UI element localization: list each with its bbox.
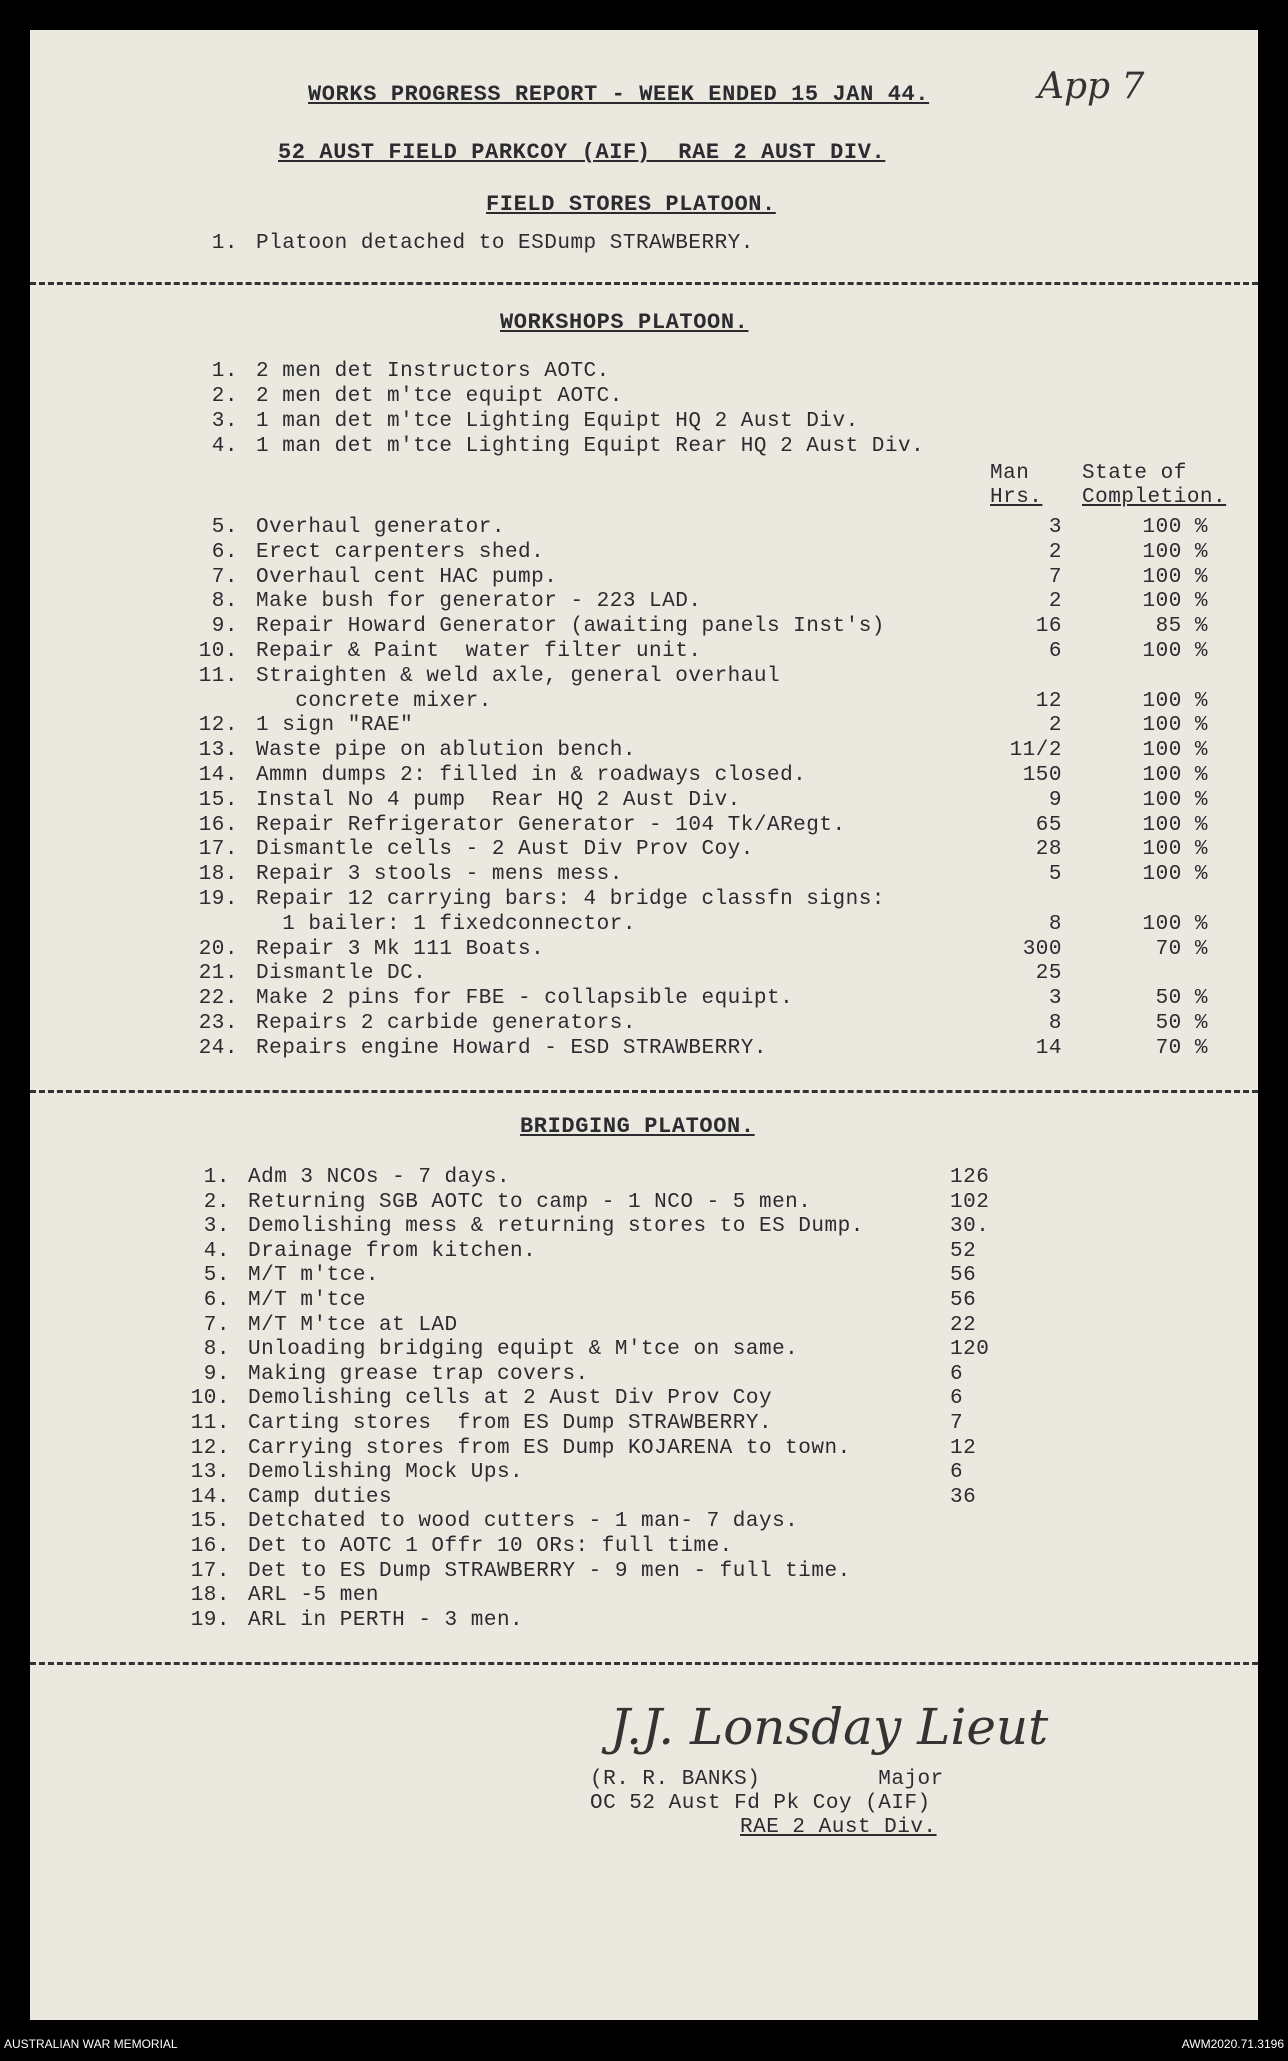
item-number: 6.	[203, 1289, 230, 1312]
item-number: 12.	[198, 714, 238, 738]
item-text: Demolishing cells at 2 Aust Div Prov Coy	[248, 1387, 773, 1411]
item-text: Overhaul generator.	[256, 516, 505, 539]
man-hours: 300	[1022, 937, 1062, 961]
item-number: 5.	[203, 1264, 230, 1288]
item-text: Dismantle cells - 2 Aust Div Prov Coy.	[256, 838, 754, 862]
annotation-app7: App 7	[1038, 66, 1145, 107]
handwritten-signature: J.J. Lonsday Lieut	[610, 1698, 1049, 1756]
completion: 70 %	[1155, 1036, 1208, 1060]
item-text: 2 men det m'tce equipt AOTC.	[256, 385, 623, 408]
man-hours: 126	[950, 1166, 990, 1189]
item-number: 12.	[190, 1436, 230, 1460]
section-divider	[30, 282, 1258, 285]
completion: 100 %	[1142, 912, 1208, 936]
col-man-hrs: Man	[990, 462, 1030, 485]
man-hours: 120	[950, 1338, 990, 1362]
completion: 100 %	[1142, 739, 1208, 763]
item-number: 5.	[211, 516, 238, 539]
item-text: Adm 3 NCOs - 7 days.	[248, 1166, 511, 1189]
report-title: WORKS PROGRESS REPORT - WEEK ENDED 15 JAN 44.	[308, 82, 930, 107]
item-number: 13.	[190, 1461, 230, 1485]
item-text: Make bush for generator - 223 LAD.	[256, 590, 702, 614]
item-number: 15.	[198, 788, 238, 812]
item-text: Overhaul cent HAC pump.	[256, 565, 558, 589]
man-hours: 3	[1048, 516, 1062, 539]
item-text: Repairs 2 carbide generators.	[256, 1012, 636, 1035]
item-text: Repair 12 carrying bars: 4 bridge classfn signs:	[256, 888, 885, 911]
item-text: Repair Refrigerator Generator - 104 Tk/ARegt.	[256, 813, 846, 837]
item-text: ARL -5 men	[248, 1584, 380, 1608]
item-text: M/T M'tce at LAD	[248, 1313, 458, 1337]
item-number: 1.	[203, 1166, 230, 1189]
item-text: Repairs engine Howard - ESD STRAWBERRY.	[256, 1036, 767, 1060]
item-text: Ammn dumps 2: filled in & roadways closed.	[256, 764, 807, 787]
man-hours: 6	[950, 1387, 964, 1411]
item-number: 2.	[203, 1190, 230, 1214]
item-text: Make 2 pins for FBE - collapsible equipt.	[256, 987, 794, 1011]
man-hours: 7	[950, 1412, 964, 1435]
man-hours: 2	[1048, 540, 1062, 564]
item-text: Dismantle DC.	[256, 962, 427, 986]
completion: 70 %	[1155, 937, 1208, 961]
item-text: Repair & Paint water filter unit.	[256, 640, 702, 663]
item-text: Detchated to wood cutters - 1 man- 7 days.	[248, 1510, 799, 1534]
item-text: Instal No 4 pump Rear HQ 2 Aust Div.	[256, 788, 741, 812]
item-number: 8.	[203, 1338, 230, 1362]
completion: 100 %	[1142, 516, 1208, 539]
item-number: 7.	[211, 565, 238, 589]
completion: 100 %	[1142, 689, 1208, 713]
item-text: M/T m'tce.	[248, 1264, 380, 1288]
item-text: Returning SGB AOTC to camp - 1 NCO - 5 men.	[248, 1190, 812, 1214]
col-man-hrs-2: Hrs.	[990, 486, 1043, 509]
item-text: concrete mixer.	[256, 689, 492, 713]
completion: 100 %	[1142, 540, 1208, 564]
item-text: Drainage from kitchen.	[248, 1239, 537, 1263]
completion: 100 %	[1142, 863, 1208, 887]
completion: 100 %	[1142, 640, 1208, 663]
item-number: 3.	[211, 410, 238, 433]
completion: 100 %	[1142, 714, 1208, 738]
item-number: 10.	[190, 1387, 230, 1411]
item-text: Demolishing Mock Ups.	[248, 1461, 524, 1485]
man-hours: 52	[950, 1239, 977, 1263]
item-number: 1.	[211, 232, 238, 255]
man-hours: 28	[1035, 838, 1062, 862]
item-number: 13.	[198, 739, 238, 763]
item-text: Det to AOTC 1 Offr 10 ORs: full time.	[248, 1535, 733, 1558]
completion: 100 %	[1142, 813, 1208, 837]
item-number: 4.	[211, 435, 238, 458]
man-hours: 6	[950, 1362, 964, 1386]
completion: 50 %	[1155, 1012, 1208, 1035]
item-number: 9.	[211, 615, 238, 639]
footer-right: AWM2020.71.3196	[1181, 2037, 1284, 2051]
item-number: 15.	[190, 1510, 230, 1534]
item-text: Carrying stores from ES Dump KOJARENA to town.	[248, 1436, 851, 1460]
item-number: 20.	[198, 937, 238, 961]
man-hours: 36	[950, 1485, 977, 1509]
man-hours: 22	[950, 1313, 977, 1337]
man-hours: 8	[1048, 1012, 1062, 1035]
signatory-unit: OC 52 Aust Fd Pk Coy (AIF)	[590, 1792, 931, 1815]
item-text: Det to ES Dump STRAWBERRY - 9 men - full time.	[248, 1559, 851, 1583]
completion: 50 %	[1155, 987, 1208, 1011]
man-hours: 2	[1048, 714, 1062, 738]
man-hours: 30.	[950, 1215, 990, 1239]
man-hours: 56	[950, 1264, 977, 1288]
item-number: 23.	[198, 1012, 238, 1035]
item-number: 18.	[198, 863, 238, 887]
item-text: Straighten & weld axle, general overhaul	[256, 664, 781, 688]
item-number: 8.	[211, 590, 238, 614]
man-hours: 12	[950, 1436, 977, 1460]
item-number: 17.	[198, 838, 238, 862]
item-text: Repair 3 Mk 111 Boats.	[256, 937, 545, 961]
signatory-formation: RAE 2 Aust Div.	[740, 1816, 937, 1839]
item-number: 14.	[190, 1485, 230, 1509]
item-text: 2 men det Instructors AOTC.	[256, 360, 610, 383]
completion: 100 %	[1142, 590, 1208, 614]
signatory-name: (R. R. BANKS) Major	[590, 1768, 944, 1791]
item-number: 22.	[198, 987, 238, 1011]
item-text: M/T m'tce	[248, 1289, 366, 1312]
item-number: 19.	[198, 888, 238, 911]
man-hours: 56	[950, 1289, 977, 1312]
man-hours: 25	[1035, 962, 1062, 986]
item-text: Repair Howard Generator (awaiting panels Inst's)	[256, 615, 885, 639]
item-number: 4.	[203, 1239, 230, 1263]
man-hours: 65	[1035, 813, 1062, 837]
item-number: 21.	[198, 962, 238, 986]
item-number: 11.	[198, 664, 238, 688]
man-hours: 16	[1035, 615, 1062, 639]
section-divider	[30, 1662, 1258, 1665]
man-hours: 11/2	[1009, 739, 1062, 763]
item-text: 1 man det m'tce Lighting Equipt HQ 2 Aust Div.	[256, 410, 859, 433]
item-text: Waste pipe on ablution bench.	[256, 739, 636, 763]
unit-heading: 52 AUST FIELD PARKCOY (AIF) RAE 2 AUST DIV.	[278, 140, 886, 165]
col-state: State of	[1082, 462, 1187, 485]
man-hours: 6	[950, 1461, 964, 1485]
item-text: Unloading bridging equipt & M'tce on same.	[248, 1338, 799, 1362]
completion: 85 %	[1155, 615, 1208, 639]
section-divider	[30, 1090, 1258, 1093]
item-text: Platoon detached to ESDump STRAWBERRY.	[256, 232, 754, 255]
item-number: 17.	[190, 1559, 230, 1583]
item-text: Camp duties	[248, 1485, 393, 1509]
man-hours: 3	[1048, 987, 1062, 1011]
item-number: 16.	[198, 813, 238, 837]
item-number: 3.	[203, 1215, 230, 1239]
field-stores-heading: FIELD STORES PLATOON.	[486, 192, 776, 217]
completion: 100 %	[1142, 788, 1208, 812]
item-text: 1 man det m'tce Lighting Equipt Rear HQ 2 Aust Div.	[256, 435, 925, 458]
man-hours: 12	[1035, 689, 1062, 713]
completion: 100 %	[1142, 565, 1208, 589]
item-text: Demolishing mess & returning stores to ES Dump.	[248, 1215, 864, 1239]
item-text: Carting stores from ES Dump STRAWBERRY.	[248, 1412, 773, 1435]
item-text: 1 bailer: 1 fixedconnector.	[256, 912, 636, 936]
man-hours: 150	[1022, 764, 1062, 787]
item-number: 24.	[198, 1036, 238, 1060]
item-number: 1.	[211, 360, 238, 383]
item-number: 16.	[190, 1535, 230, 1558]
man-hours: 2	[1048, 590, 1062, 614]
man-hours: 5	[1048, 863, 1062, 887]
item-number: 11.	[190, 1412, 230, 1435]
man-hours: 9	[1048, 788, 1062, 812]
item-text: Repair 3 stools - mens mess.	[256, 863, 623, 887]
item-number: 18.	[190, 1584, 230, 1608]
item-number: 19.	[190, 1608, 230, 1632]
col-state-2: Completion.	[1082, 486, 1227, 509]
item-number: 14.	[198, 764, 238, 787]
item-text: Erect carpenters shed.	[256, 540, 545, 564]
man-hours: 14	[1035, 1036, 1062, 1060]
man-hours: 8	[1048, 912, 1062, 936]
workshops-heading: WORKSHOPS PLATOON.	[500, 310, 749, 335]
completion: 100 %	[1142, 838, 1208, 862]
item-text: Making grease trap covers.	[248, 1362, 589, 1386]
man-hours: 6	[1048, 640, 1062, 663]
item-number: 9.	[203, 1362, 230, 1386]
item-number: 6.	[211, 540, 238, 564]
completion: 100 %	[1142, 764, 1208, 787]
item-text: 1 sign "RAE"	[256, 714, 414, 738]
footer-left: AUSTRALIAN WAR MEMORIAL	[4, 2037, 178, 2051]
item-number: 2.	[211, 385, 238, 408]
man-hours: 102	[950, 1190, 990, 1214]
bridging-heading: BRIDGING PLATOON.	[520, 1114, 755, 1139]
document-page	[30, 30, 1258, 2020]
item-text: ARL in PERTH - 3 men.	[248, 1608, 524, 1632]
man-hours: 7	[1048, 565, 1062, 589]
item-number: 7.	[203, 1313, 230, 1337]
item-number: 10.	[198, 640, 238, 663]
